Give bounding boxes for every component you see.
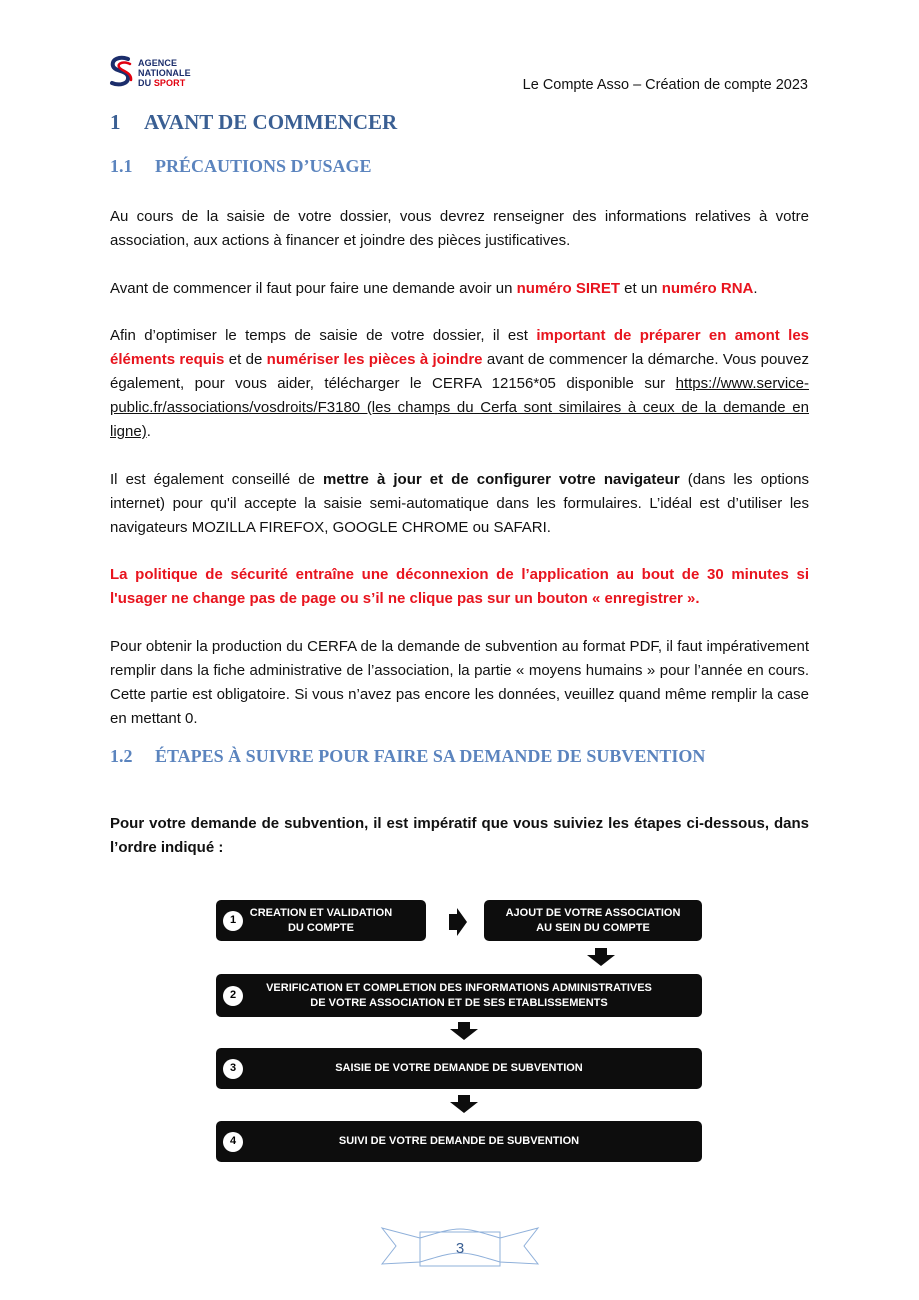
step-1b-box xyxy=(484,900,702,941)
steps-diagram xyxy=(214,897,704,1167)
header-title: Le Compte Asso – Création de compte 2023 xyxy=(522,77,808,93)
step-3-number: 3 xyxy=(223,1059,243,1079)
step-4-number: 4 xyxy=(223,1132,243,1152)
ans-logo xyxy=(108,55,208,91)
logo-text: AGENCE NATIONALE DU SPORT xyxy=(138,58,191,88)
paragraph-security-warning: La politique de sécurité entraîne une déconnexion de l’application au bout de 30 minutes si l'usager ne change pas de page ou s’il ne clique pas sur un bouton « enregistrer ». xyxy=(110,566,809,607)
step-1-number: 1 xyxy=(223,911,243,931)
arrow-right-icon xyxy=(447,908,467,936)
ans-logo-mark xyxy=(108,55,134,89)
arrow-down-icon xyxy=(450,1095,478,1113)
service-public-link[interactable]: https://www.service-public.fr/associations/vosdroits/F3180 (les champs du Cerfa sont similaires à ceux de la demande en ligne) xyxy=(110,375,809,440)
paragraph-intro: Au cours de la saisie de votre dossier, vous devrez renseigner des informations relatives à votre association, aux actions à financer et joindre des pièces justificatives. xyxy=(110,208,809,249)
paragraph-cerfa: Pour obtenir la production du CERFA de la demande de subvention au format PDF, il faut impérativement remplir dans la fiche administrative de l’association, la partie « moyens humains » pour l’année en cours. Cette partie est obligatoire. Si vous n’avez pas encore les données, veuillez quand même remplir la case en mettant 0. xyxy=(110,638,809,727)
page-footer xyxy=(380,1222,540,1268)
section-1-2-heading: 1.2 ÉTAPES À SUIVRE POUR FAIRE SA DEMANDE DE SUBVENTION xyxy=(110,746,706,766)
step-1b-label: AJOUT DE VOTRE ASSOCIATION AU SEIN DU COMPTE xyxy=(505,906,681,934)
step-3-box xyxy=(216,1048,702,1089)
arrow-down-icon xyxy=(450,1022,478,1040)
step-3-label: SAISIE DE VOTRE DEMANDE DE SUBVENTION xyxy=(335,1062,583,1074)
step-2-label: VERIFICATION ET COMPLETION DES INFORMATIONS ADMINISTRATIVES DE VOTRE ASSOCIATION ET DE SES ETABLISSEMENTS xyxy=(266,981,652,1009)
section-1-heading: 1 AVANT DE COMMENCER xyxy=(110,110,398,134)
paragraph-prerequisites: Avant de commencer il faut pour faire une demande avoir un numéro SIRET et un numéro RNA. xyxy=(110,280,758,297)
paragraph-steps-intro: Pour votre demande de subvention, il est impératif que vous suiviez les étapes ci-dessous, dans l’ordre indiqué : xyxy=(110,815,809,856)
step-2-box xyxy=(216,974,702,1017)
step-1-label: CREATION ET VALIDATION DU COMPTE xyxy=(249,906,393,934)
paragraph-preparation: Afin d’optimiser le temps de saisie de votre dossier, il est important de préparer en amont les éléments requis et de numériser les pièces à joindre avant de commencer la démarche. Vous pouvez également, pour vous aider, télécharger le CERFA 12156*05 disponible sur https://www.service-public.fr/associations/vosdroits/F3180 (les champs du Cerfa sont similaires à ceux de la demande en ligne). xyxy=(110,327,810,440)
step-4-label: SUIVI DE VOTRE DEMANDE DE SUBVENTION xyxy=(338,1135,580,1147)
step-1-box xyxy=(216,900,426,941)
arrow-down-icon xyxy=(587,948,615,966)
paragraph-browser: Il est également conseillé de mettre à jour et de configurer votre navigateur (dans les options internet) pour qu'il accepte la saisie semi-automatique dans les formulaires. L’idéal est d’utiliser les navigateurs MOZILLA FIREFOX, GOOGLE CHROME ou SAFARI. xyxy=(110,471,809,536)
page-number: 3 xyxy=(455,1240,465,1257)
step-4-box xyxy=(216,1121,702,1162)
section-1-1-heading: 1.1 PRÉCAUTIONS D’USAGE xyxy=(110,156,372,176)
step-2-number: 2 xyxy=(223,986,243,1006)
